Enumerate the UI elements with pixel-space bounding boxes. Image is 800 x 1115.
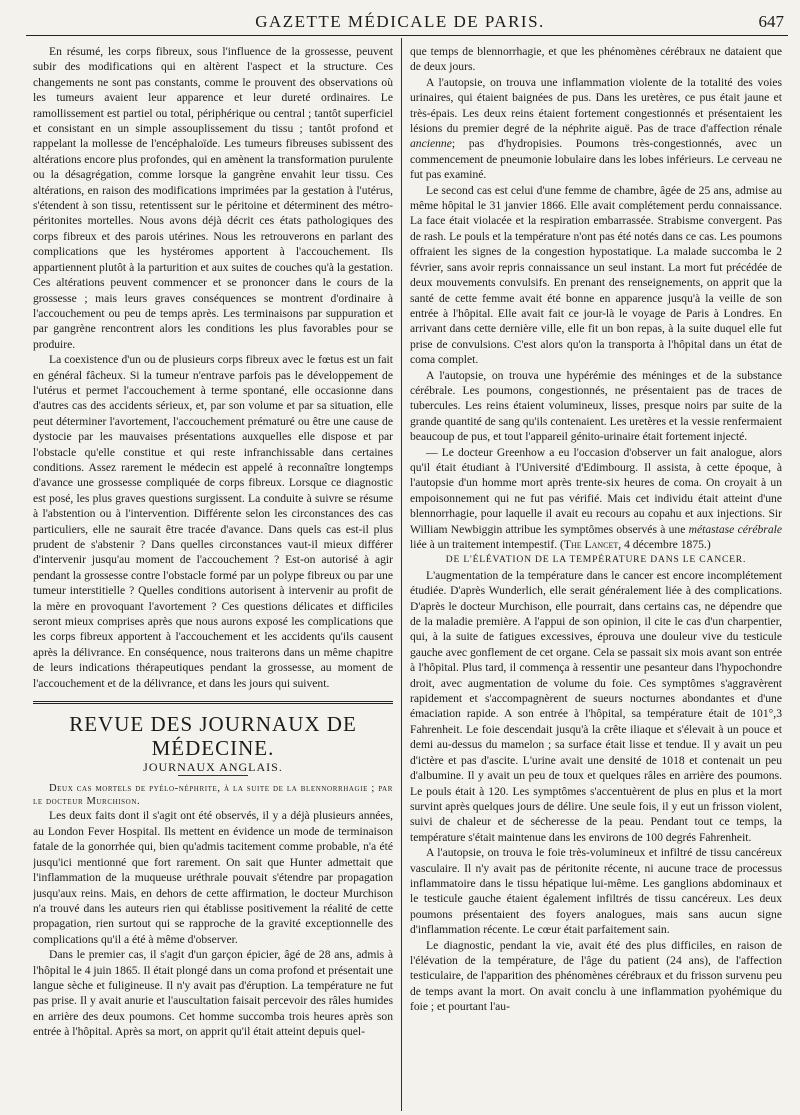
greenhow-text: — Le docteur Greenhow a eu l'occasion d'observer un fait analogue, alors qu'il était étudiant à l'Université d'Edimbourg. Il assista, à cette époque, à l'autopsie d'un homme mort après trente-six heures de coma. On croyait à un empoisonnement qui ne fut pas vérifié. Mais cet individu était atteint d'une blennorrhagie, pour laquelle il avait eu recours au copahu et aux injections. Sir William Newbiggin attribue les symptômes observés à une [410, 445, 782, 536]
review-title: REVUE DES JOURNAUX DE MÉDECINE. [69, 712, 357, 761]
article-heading [33, 782, 393, 808]
greenhow-end: , 4 décembre 1875.) [618, 538, 711, 551]
paragraph-autopsy-2: A l'autopsie, on trouva une hypérémie des méninges et de la substance cérébrale. Les poumons, congestionnés, ne présentaient pas de traces de tubercules. Les reins étaient volumineux, lisses, presque noirs par suite de la grande quantité de sang qu'ils contenaient. Les uretères et la vessie renfermaient beaucoup de pus, et tout l'appareil génito-urinaire était fortement injecté. [410, 368, 782, 444]
source-lancet: The Lancet [563, 538, 619, 551]
autopsy-1-text: A l'autopsie, on trouva une inflammation violente de la totalité des voies urinaires, qui étaient baignées de pus. Dans les uretères, ce pus était jaune et très-épais. Les deux reins étaient fortement congestionnés et présentaient les lésions du premier degré de la néphrite aiguë. Pas de trace d'affection rénale [410, 75, 782, 136]
greenhow-mid: liée à un traitement intempestif. ( [410, 538, 564, 551]
right-column [410, 44, 782, 1112]
autopsy-1-end: ; pas d'hydropisies. Poumons très-congestionnés, avec un commencement de pneumonie lobulaire dans les lobes inférieurs. Le cerveau ne fut pas examiné. [410, 137, 782, 182]
article-author: par le docteur Murchison. [33, 783, 393, 808]
paragraph-intro: Les deux faits dont il s'agit ont été observés, il y a déjà plusieurs années, au London Fever Hospital. Ils mettent en évidence un mode de terminaison fatale de la gonorrhée qui, bien qu'admis tacitement comme probable, n'a été jusqu'ici mentionné que fort rarement. On sait que Hunter admettait que l'inflammation de la muqueuse uréthrale pouvait s'étendre par propagation jusqu'aux reins. Mais, en dehors de cette affirmation, le docteur Murchison n'a trouvé dans les auteurs rien qui établisse positivement la réalité de cette propagation, rien surtout qui se rapproche de la gravité exceptionnelle des complications qu'il a été à même d'observer. [33, 809, 393, 946]
page-header [0, 0, 800, 38]
page-number: 647 [758, 12, 784, 31]
journal-title: GAZETTE MÉDICALE DE PARIS. [255, 12, 545, 31]
left-column [33, 44, 393, 1112]
header-rule [26, 35, 788, 36]
review-subtitle: JOURNAUX ANGLAIS. [143, 760, 283, 775]
paragraph-autopsy-3: A l'autopsie, on trouva le foie très-volumineux et infiltré de tissu cancéreux vasculaire. Il n'y avait pas de péritonite récente, ni aucune trace de processus inflammatoire dans le tissu hépatique lui-même. Les ganglions abdominaux et le testicule gauche étaient également infiltrés de tissu cancéreux. Les deux poumons présentaient des foyers analogues, mais sans aucun signe d'inflammation récente. Le cœur était parfaitement sain. [410, 846, 782, 937]
paragraph-autopsy-1 [410, 75, 782, 183]
subtitle-rule [178, 775, 248, 776]
greenhow-italic: métastase cérébrale [688, 522, 782, 536]
paragraph-diagnosis: Le diagnostic, pendant la vie, avait été des plus difficiles, en raison de l'élévation de la température, de l'âge du patient (24 ans), de l'affection testiculaire, de l'apparition des phénomènes cérébraux et du frisson survenu peu de temps avant la mort. On avait conclu à une inflammation pyohémique du foie ; et pourtant l'au- [410, 938, 782, 1014]
column-divider [401, 38, 402, 1111]
section-double-rule [33, 701, 393, 704]
paragraph-first-case: Dans le premier cas, il s'agit d'un garçon épicier, âgé de 28 ans, admis à l'hôpital le 4 juin 1865. Il était plongé dans un coma profond et présentait une langue sèche et fuligineuse. Il n'y avait pas d'éruption. La température ne fut pas prise. Il y avait anurie et l'auscultation faisait percevoir des râles humides en arrière des deux poumons. Cet homme succomba trois heures après son entrée à l'hôpital. Après sa mort, on apprit qu'il était atteint depuis quel- [33, 948, 393, 1039]
autopsy-1-italic: ancienne [410, 137, 452, 151]
paragraph-continued: que temps de blennorrhagie, et que les phénomènes cérébraux ne dataient que de deux jours. [410, 45, 782, 74]
paragraph-cancer-temperature: L'augmentation de la température dans le cancer est encore incomplétement étudiée. D'après Wunderlich, elle serait généralement liée à des complications. D'après le docteur Murchison, elle pourrait, dans certains cas, ne dépendre que de la maladie première. A l'appui de son opinion, il cite le cas d'un charpentier, qui, à la suite de fatigues excessives, éprouva une douleur vive du testicule gauche avec gonflement de cet organe. Cela se passait six mois avant son entrée à l'hôpital. Plus tard, il commença à ressentir une pesanteur dans l'hypochondre droit, avec augmentation de volume du foie. Ces symptômes s'aggravèrent rapidement et s'accompagnèrent de sueurs nocturnes abondantes et d'une émaciation rapide. A son entrée à l'hôpital, sa température était de 101°,3 Fahrenheit. Le foie descendait jusqu'à la crête iliaque et s'élevait à un pouce et demi au-dessus du mamelon ; sa surface était lisse et tendue. Il y avait un peu d'ictère et pas d'ascite. L'urine avait une densité de 1018 et contenait un peu d'albumine. Il y avait un peu de toux et quelques râles en arrière des poumons. Le pouls était à 120. Les symptômes s'accentuèrent de plus en plus et la mort survint après quelques jours de délire. Une seule fois, il y eut un frisson violent, suivi de chaleur et de sécheresse de la peau. Pendant tout ce temps, la température s'était maintenue dans les environs de 100 degrés Fahrenheit. [410, 568, 782, 844]
paragraph-fibroids-summary: En résumé, les corps fibreux, sous l'influence de la grossesse, peuvent subir des modifications qui en altèrent l'aspect et la structure. Ces changements ne sont pas constants, comme le prouvent des observations où les tumeurs avaient leur apparence et leur dureté ordinaires. Le ramollissement est partiel ou total, périphérique ou central ; tantôt superficiel et consistant en un simple assouplissement du tissu ; tantôt profond et rappelant la mollesse de l'encéphaloïde. Les tumeurs fibreuses subissent des altérations encore plus profondes, qui en amènent la transformation purulente ou la désagrégation, comme lorsque la gangrène envahit leur tissu. Ces altérations, en raison des modifications imprimées par la gestation à l'utérus, s'étendent à son tissu, retentissent sur le péritoine et déterminent des métro-péritonites mortelles. Nous avons déjà décrit ces états pathologiques des corps fibreux et des parois utérines. Nous les retrouverons en parlant des complications que les hystéromes apportent à l'accouchement. Ils appartiennent plutôt à la parturition et aux suites de couches qu'à la gestation. Ces altérations peuvent commencer et se prononcer dans le cours de la grossesse ; mais leurs graves conséquences se montrent d'ordinaire à l'accouchement ou peu de temps après. Les terminaisons par suppuration et par gangrène rencontrent alors les conditions les plus favorables pour se produire. [33, 45, 393, 351]
article-title: Deux cas mortels de pyélo-néphrite, à la suite de la blennorrhagie ; [49, 783, 375, 795]
paragraph-greenhow [410, 445, 782, 553]
article-2-heading: DE L'ÉLÉVATION DE LA TEMPÉRATURE DANS LE CANCER. [445, 554, 747, 566]
paragraph-fibroids-pregnancy: La coexistence d'un ou de plusieurs corps fibreux avec le fœtus est un fait en général fâcheux. Si la tumeur n'entrave parfois pas le développement de l'utérus et permet l'accouchement à terme spontané, elle occasionne dans d'autres cas des accidents sérieux, et, par son volume et par sa situation, elle peut déterminer l'avortement, l'accouchement prématuré ou être une cause de dystocie par les mauvaises présentations auxquelles elle dispose et par l'obstacle qu'elle constitue et qui reste infranchissable dans certaines conditions. Assez rarement le médecin est appelé à reconnaître longtemps d'avance une grossesse compliquée de corps fibreux. Lorsque ce diagnostic est posé, les plus graves questions surgissent. La conduite à suivre se résume à l'abstention ou à l'intervention. Différente selon les circonstances des cas particuliers, elle ne saurait être tracée d'avance. Dans quels cas est-il plus prudent de s'abstenir ? Dans quelles circonstances vaut-il mieux différer d'intervenir jusqu'au moment de l'accouchement ? Est-on autorisé à agir pendant la grossesse contre l'obstacle formé par un polype fibreux ou par une tumeur interstitielle ? Quelles conditions autorisent à intervenir au profit de la mère en provoquant l'avortement ? Ces questions délicates et difficiles seront mieux comprises après que nous aurons exposé les complications que les corps fibreux apportent à l'accouchement et les accidents qu'ils causent après la délivrance. En conséquence, nous traiterons dans un même chapitre de leurs indications thérapeutiques pendant la grossesse, au moment de l'accouchement et de la délivrance, et dans les jours qui suivent. [33, 353, 393, 690]
paragraph-second-case: Le second cas est celui d'une femme de chambre, âgée de 25 ans, admise au même hôpital le 31 janvier 1866. Elle avait complétement perdu connaissance. La face était violacée et la respiration embarrassée. Strabisme convergent. Pas de rash. Le pouls et la température n'ont pas été notés dans ce cas. Les poumons offraient les signes de la congestion hypostatique. La malade succomba le 2 février, sans avoir repris connaissance un seul instant. La mort fut précédée de deux mouvements convulsifs. En prenant des renseignements, on apprit que la santé de cette femme avait été bonne en apparence jusqu'à la veille de son entrée à l'hôpital. Elle avait fait ce jour-là le voyage de Paris à Londres. En arrivant dans cette dernière ville, elle fit un bon repas, à la suite duquel elle fut prise de convulsions. C'est alors qu'on la transporta à l'hôpital dans un état de coma complet. [410, 183, 782, 367]
